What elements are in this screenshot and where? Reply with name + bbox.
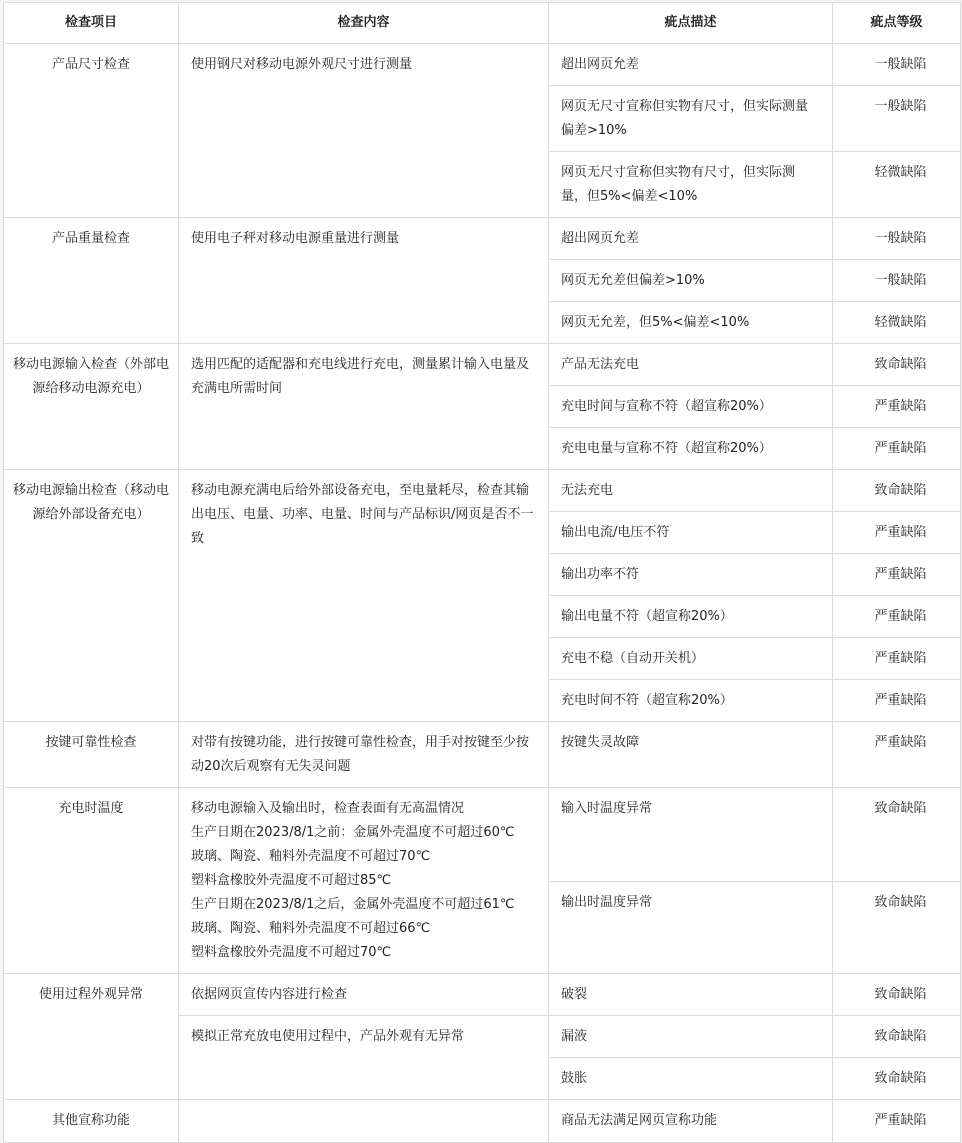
defect-level-cell: 一般缺陷 <box>833 44 961 86</box>
content-line: 玻璃、陶瓷、釉料外壳温度不可超过66℃ <box>191 921 431 936</box>
defect-desc-cell: 输出电流/电压不符 <box>549 512 833 554</box>
defect-level-cell: 严重缺陷 <box>833 638 961 680</box>
defect-level-cell: 一般缺陷 <box>833 218 961 260</box>
check-content-cell: 移动电源充满电后给外部设备充电，至电量耗尽，检查其输出电压、电量、功率、电量、时间与产品标识/网页是否不一致 <box>179 470 549 722</box>
table-row <box>4 470 961 512</box>
defect-level-cell: 严重缺陷 <box>833 596 961 638</box>
defect-level-cell: 严重缺陷 <box>833 386 961 428</box>
defect-desc-cell: 充电时间与宣称不符（超宣称20%） <box>549 386 833 428</box>
defect-desc-cell: 按键失灵故障 <box>549 722 833 788</box>
check-item-cell: 按键可靠性检查 <box>4 722 179 788</box>
defect-desc-cell: 破裂 <box>549 974 833 1016</box>
defect-level-cell: 致命缺陷 <box>833 1058 961 1100</box>
defect-level-cell: 严重缺陷 <box>833 554 961 596</box>
defect-desc-cell: 网页无尺寸宣称但实物有尺寸，但实际测量，但5%<偏差<10% <box>549 152 833 218</box>
check-item-cell: 充电时温度 <box>4 788 179 974</box>
defect-desc-cell: 无法充电 <box>549 470 833 512</box>
defect-level-cell: 致命缺陷 <box>833 788 961 882</box>
table-row <box>4 974 961 1016</box>
defect-level-cell: 轻微缺陷 <box>833 152 961 218</box>
check-item-cell: 使用过程外观异常 <box>4 974 179 1100</box>
defect-level-cell: 致命缺陷 <box>833 881 961 974</box>
check-content-cell <box>179 788 549 974</box>
defect-level-cell: 轻微缺陷 <box>833 302 961 344</box>
content-line: 塑料盒橡胶外壳温度不可超过70℃ <box>191 945 392 960</box>
check-content-cell: 对带有按键功能，进行按键可靠性检查，用手对按键至少按动20次后观察有无失灵问题 <box>179 722 549 788</box>
defect-desc-cell: 输出电量不符（超宣称20%） <box>549 596 833 638</box>
content-line: 生产日期在2023/8/1之前：金属外壳温度不可超过60℃ <box>191 825 515 840</box>
defect-level-cell: 严重缺陷 <box>833 680 961 722</box>
header-defect-level: 疵点等级 <box>833 3 961 44</box>
table-header-row <box>4 3 961 44</box>
defect-level-cell: 致命缺陷 <box>833 470 961 512</box>
content-line: 移动电源输入及输出时，检查表面有无高温情况 <box>191 801 465 816</box>
header-check-content: 检查内容 <box>179 3 549 44</box>
table-row <box>4 722 961 788</box>
table-row <box>4 44 961 86</box>
defect-desc-cell: 超出网页允差 <box>549 218 833 260</box>
check-content-cell: 依据网页宣传内容进行检查 <box>179 974 549 1016</box>
defect-desc-cell: 网页无尺寸宣称但实物有尺寸，但实际测量偏差>10% <box>549 86 833 152</box>
check-item-cell: 产品重量检查 <box>4 218 179 344</box>
defect-desc-cell: 商品无法满足网页宣称功能 <box>549 1100 833 1143</box>
table-row <box>4 344 961 386</box>
check-content-cell <box>179 1100 549 1143</box>
defect-desc-cell: 网页无允差但偏差>10% <box>549 260 833 302</box>
check-item-cell: 其他宣称功能 <box>4 1100 179 1143</box>
inspection-table-container <box>3 2 960 1143</box>
inspection-table <box>3 2 961 1143</box>
content-line: 生产日期在2023/8/1之后，金属外壳温度不可超过61℃ <box>191 897 515 912</box>
check-content-cell: 使用电子秤对移动电源重量进行测量 <box>179 218 549 344</box>
defect-desc-cell: 鼓胀 <box>549 1058 833 1100</box>
defect-level-cell: 一般缺陷 <box>833 260 961 302</box>
defect-desc-cell: 漏液 <box>549 1016 833 1058</box>
header-check-item: 检查项目 <box>4 3 179 44</box>
table-row <box>4 1100 961 1143</box>
check-item-cell: 移动电源输出检查（移动电源给外部设备充电） <box>4 470 179 722</box>
defect-level-cell: 致命缺陷 <box>833 344 961 386</box>
defect-desc-cell: 超出网页允差 <box>549 44 833 86</box>
header-defect-description: 疵点描述 <box>549 3 833 44</box>
check-item-cell: 产品尺寸检查 <box>4 44 179 218</box>
defect-level-cell: 致命缺陷 <box>833 1016 961 1058</box>
check-content-cell: 使用钢尺对移动电源外观尺寸进行测量 <box>179 44 549 218</box>
defect-desc-cell: 网页无允差，但5%<偏差<10% <box>549 302 833 344</box>
check-content-cell: 模拟正常充放电使用过程中，产品外观有无异常 <box>179 1016 549 1100</box>
defect-level-cell: 致命缺陷 <box>833 974 961 1016</box>
content-line: 玻璃、陶瓷、釉料外壳温度不可超过70℃ <box>191 849 431 864</box>
table-row <box>4 788 961 882</box>
defect-desc-cell: 充电不稳（自动开关机） <box>549 638 833 680</box>
defect-desc-cell: 输出功率不符 <box>549 554 833 596</box>
defect-desc-cell: 输入时温度异常 <box>549 788 833 882</box>
check-content-cell: 选用匹配的适配器和充电线进行充电，测量累计输入电量及充满电所需时间 <box>179 344 549 470</box>
check-item-cell: 移动电源输入检查（外部电源给移动电源充电） <box>4 344 179 470</box>
defect-desc-cell: 输出时温度异常 <box>549 881 833 974</box>
defect-desc-cell: 充电电量与宣称不符（超宣称20%） <box>549 428 833 470</box>
defect-level-cell: 严重缺陷 <box>833 428 961 470</box>
defect-level-cell: 一般缺陷 <box>833 86 961 152</box>
table-row <box>4 218 961 260</box>
defect-level-cell: 严重缺陷 <box>833 722 961 788</box>
defect-desc-cell: 充电时间不符（超宣称20%） <box>549 680 833 722</box>
defect-level-cell: 严重缺陷 <box>833 1100 961 1143</box>
content-line: 塑料盒橡胶外壳温度不可超过85℃ <box>191 873 392 888</box>
defect-desc-cell: 产品无法充电 <box>549 344 833 386</box>
defect-level-cell: 严重缺陷 <box>833 512 961 554</box>
